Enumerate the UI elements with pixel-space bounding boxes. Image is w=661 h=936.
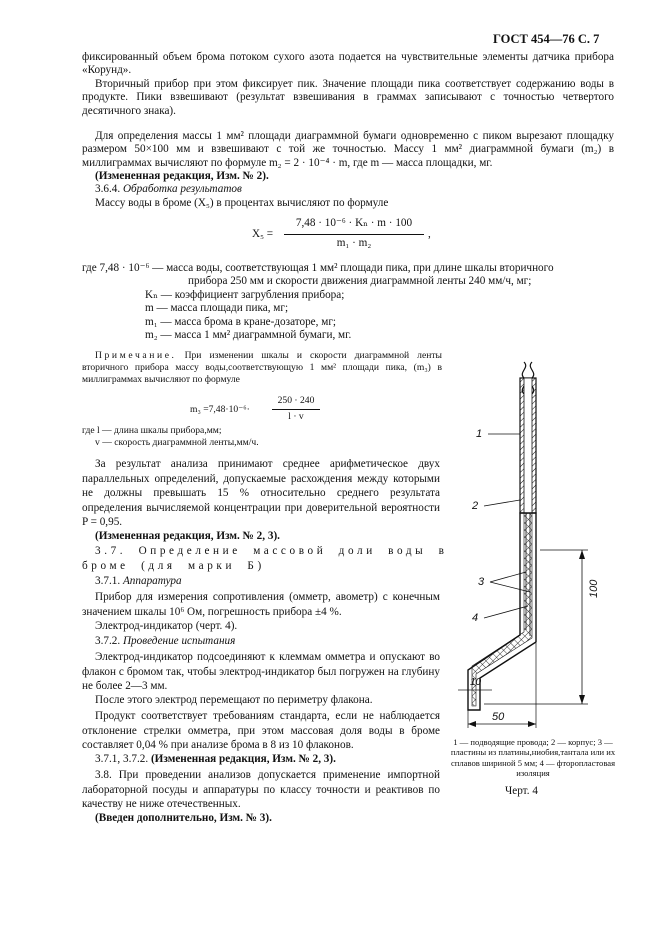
- paragraph-p2: Вторичный прибор при этом фиксирует пик. Значение площади пика соответствует содержанию воды в продукте. Пики взвешивают (результат взвешивания в граммах записывают с точностью четвертого десятичного знака).: [82, 78, 614, 117]
- figure-label-2: 2: [472, 500, 479, 512]
- paragraph-p10: Продукт соответствует требованиям стандарта, если не наблюдается отклонение стрелки омметра, при этом массовая доля воды в броме составляет 0,04 % при анализе брома в 8 из 10 флаконов.: [82, 710, 440, 752]
- formula-x5-denominator: m₁ · m₂: [336, 237, 372, 249]
- section-3-7-title-cont: броме (для марки Б): [82, 560, 265, 572]
- paragraph-p4: Массу воды в броме (X₅) в процентах вычисляют по формуле: [95, 197, 389, 209]
- formula-x5-tail: ,: [428, 228, 431, 240]
- note-where-2: v — скорость диаграммной ленты,мм/ч.: [95, 437, 259, 448]
- housing-bore: [524, 378, 532, 513]
- figure-label-3: 3: [478, 576, 485, 588]
- edition-note-1: (Измененная редакция, Изм. № 2).: [95, 170, 269, 182]
- paragraph-p7: Электрод-индикатор (черт. 4).: [95, 620, 238, 632]
- paragraph-p5: За результат анализа принимают среднее арифметическое двух параллельных определений, допускаемые расхождения между которыми не должны превышать 15 % относительно среднего результата определения вычисляемой концентрации при доверительной вероятности P = 0,95.: [82, 458, 440, 529]
- figure-title: Черт. 4: [505, 785, 538, 797]
- section-3-7-title: 3.7. Определение массовой доли воды в: [95, 545, 448, 557]
- fraction-bar: [272, 409, 320, 410]
- section-3-6-4: 3.6.4. Обработка результатов: [95, 183, 242, 195]
- page-header: ГОСТ 454—76 С. 7: [493, 32, 600, 46]
- edition-note-2: (Измененная редакция, Изм. № 2, 3).: [95, 530, 280, 542]
- formula-x5-numerator: 7,48 · 10⁻⁶ · Kₙ · m · 100: [295, 217, 413, 229]
- figure-label-4: 4: [472, 612, 479, 624]
- paragraph-p8: Электрод-индикатор подсоединяют к клеммам омметра и опускают во флакон с бромом так, чтобы электрод-индикатор был погружен на глубину не более 2—3 мм.: [82, 651, 440, 693]
- formula-m3-lhs: m₃ =7,48·10⁻⁶·: [190, 404, 250, 415]
- formula-m3-numerator: 250 · 240: [277, 395, 315, 406]
- formula-x5: [252, 215, 432, 255]
- section-3-7-2: 3.7.2. Проведение испытания: [95, 635, 236, 647]
- leader-4: [484, 606, 528, 618]
- leader-2: [484, 500, 520, 506]
- electrode-drawing: [440, 360, 620, 735]
- formula-x5-lhs: X₅ =: [252, 228, 274, 240]
- figure-label-1: 1: [476, 428, 483, 440]
- paragraph-p3: Для определения массы 1 мм² площади диаграммной бумаги одновременно с пиком вырезают площадку размером 50×100 мм и взвешивают с той же точностью. Массу 1 мм² диаграммной бумаги (m₂) в миллиграммах вычисляют по формуле m₂ = 2 · 10⁻⁴ · m, где m — масса площадки, мг.: [82, 130, 614, 169]
- fraction-bar: [284, 234, 424, 235]
- edition-note-3: 3.7.1, 3.7.2. (Измененная редакция, Изм. № 2, 3).: [95, 753, 336, 765]
- formula-m3: [180, 395, 380, 427]
- dimension-50: 50: [492, 711, 505, 723]
- formula-m3-denominator: l · v: [288, 411, 304, 422]
- figure-caption: 1 — подводящие провода; 2 — корпус; 3 — пластины из платины,ниобия,тантала или их сплавов шириной 5 мм; 4 — фторопластовая изоляция: [450, 737, 616, 779]
- edition-note-4: (Введен дополнительно, Изм. № 3).: [95, 812, 272, 824]
- paragraph-p11: 3.8. При проведении анализов допускается применение импортной лабораторной посуды и аппаратуры по классу точности и реактивов по качеству не ниже отечественных.: [82, 769, 440, 811]
- where-list: где 7,48 · 10⁻⁶ — масса воды, соответствующая 1 мм² площади пика, при длине шкалы вторичного прибора 250 мм и скорости движения диаграммной ленты 240 мм/ч, мг; Kₙ — коэффициент загрубления прибора; m — масса площади пика, мг; m₁ — масса брома в кране-дозаторе, мг; m₂ — масса 1 мм² диаграммной бумаги, мг.: [82, 262, 554, 342]
- section-3-7-1: 3.7.1. Аппаратура: [95, 575, 182, 587]
- note-block: Примечание. При изменении шкалы и скорости диаграммной ленты вторичного прибора массу воды,соответствующую 1 мм² площади пика, (m₃) в миллиграммах вычисляют по формуле: [82, 350, 442, 385]
- paragraph-p9: После этого электрод перемещают по периметру флакона.: [95, 694, 373, 706]
- dimension-10: 10: [470, 677, 482, 688]
- paragraph-p6: Прибор для измерения сопротивления (омметр, авометр) с конечным значением шкалы 10⁶ Ом, погрешность прибора ±4 %.: [82, 591, 440, 618]
- dimension-100: 100: [588, 579, 600, 598]
- paragraph-p1: фиксированный объем брома потоком сухого азота подается на чувствительные элементы датчика прибора «Корунд».: [82, 51, 614, 77]
- note-where-1: где l — длина шкалы прибора,мм;: [82, 425, 222, 436]
